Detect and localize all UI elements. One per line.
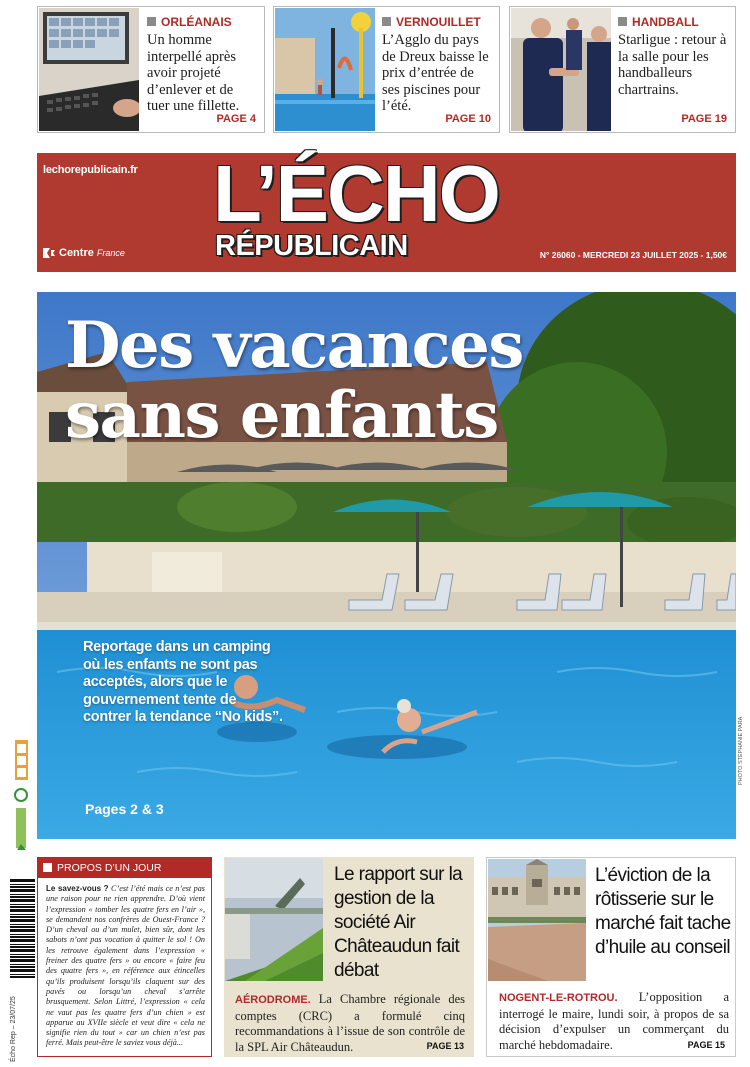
story-kicker: NOGENT-LE-ROTROU. bbox=[499, 992, 618, 1004]
story-photo-airfield bbox=[225, 858, 323, 981]
teaser-category: ORLÉANAIS bbox=[147, 15, 232, 29]
story-page: PAGE 13 bbox=[426, 1041, 464, 1051]
propos-body bbox=[38, 878, 211, 1049]
brand-suffix: France bbox=[96, 248, 125, 258]
hero-headline-line-1: Des vacances bbox=[65, 308, 523, 383]
story-title: L’éviction de la rôtisserie sur le marché fait tache d’huile au conseil bbox=[595, 865, 731, 958]
teaser-vernouillet[interactable] bbox=[273, 6, 500, 133]
teaser-page: PAGE 19 bbox=[681, 113, 727, 125]
hero-headline-line-2: sans enfants bbox=[65, 378, 498, 453]
story-photo-chateau bbox=[488, 859, 586, 981]
photo-credit: PHOTO STÉPHANIE PARA bbox=[738, 716, 744, 785]
barcode-icon bbox=[10, 878, 35, 978]
teaser-text: Un homme interpellé après avoir projeté d’enlever et de tuer une fillette. bbox=[147, 32, 240, 114]
recycling-labels-icon bbox=[14, 740, 30, 855]
propos-text: C’est l’été mais ce n’est pas une raison pour ne rien apprendre. D’où vient l’expression « tomber les quatre fers en l’air », se demandent nos confrères de Ouest-France ? D’un cheval ou d’un mulet, bien sûr, dont les sabots n’ont pas vocation à quitter le sol ! On les retrouve également dans l’expression « freiner des quatre fers » ou encore « faire feu des quatre fers », en référence aux étincelles qu’ils produisent lorsqu’ils claquent sur des pavés ou lorsqu’un cheval s’arrête brusquement. Selon Littré, l’expression « cela ne vaut pas les quatre fers d’un chien » est apparue au XVIIe siècle et veut dire « cela ne signifie rien du tout » car un chien n’est pas ferré. Mais peut-être le saviez vous déjà... bbox=[46, 884, 205, 1048]
story-title: Le rapport sur la gestion de la société Air Châteaudun fait débat bbox=[334, 864, 463, 981]
brand-name: Centre bbox=[59, 247, 94, 259]
issue-info: N° 26060 - MERCREDI 23 JUILLET 2025 - 1,50€ bbox=[539, 250, 727, 260]
story-page: PAGE 15 bbox=[687, 1040, 725, 1050]
story-air-chateaudun[interactable] bbox=[224, 857, 474, 1057]
teaser-photo-handball bbox=[511, 8, 611, 131]
teaser-category: HANDBALL bbox=[618, 15, 699, 29]
teaser-photo-pool bbox=[275, 8, 375, 131]
newspaper-subtitle: RÉPUBLICAIN bbox=[215, 230, 408, 262]
side-text: Écho Rep – 23/07/25 bbox=[10, 996, 17, 1062]
site-url[interactable]: lechorepublicain.fr bbox=[43, 164, 138, 176]
teaser-text: Starligue : retour à la salle pour les handballeurs chartrains. bbox=[618, 32, 727, 98]
story-summary-text: La Chambre régionale des comptes (CRC) a formulé cinq recommandations à l’issue de son contrôle de la SPL Air Châteaudun. bbox=[235, 992, 465, 1054]
hero-story[interactable] bbox=[37, 292, 736, 839]
teaser-handball[interactable] bbox=[509, 6, 736, 133]
propos-header: PROPOS D’UN JOUR bbox=[38, 858, 211, 878]
teaser-page: PAGE 4 bbox=[216, 113, 256, 125]
hero-pages: Pages 2 & 3 bbox=[85, 801, 164, 817]
story-kicker: AÉRODROME. bbox=[235, 994, 311, 1006]
hero-headline bbox=[65, 308, 523, 453]
teaser-category: VERNOUILLET bbox=[382, 15, 481, 29]
newspaper-title: L’ÉCHO bbox=[213, 149, 499, 238]
centre-france-logo bbox=[42, 247, 125, 259]
hero-lead: Reportage dans un camping où les enfants ne sont pas acceptés, alors que le gouvernement tente de contrer la tendance “No kids”. bbox=[83, 639, 283, 725]
teaser-text: L’Agglo du pays de Dreux baisse le prix d’entrée de ses piscines pour l’été. bbox=[382, 32, 489, 114]
propos-column[interactable] bbox=[37, 857, 212, 1057]
centre-france-icon bbox=[42, 247, 56, 259]
story-summary-text: L’opposition a interrogé le maire, lundi soir, à propos de sa décision d’expulser un commerçant du marché hebdomadaire. bbox=[499, 990, 730, 1052]
teaser-photo-keyboard bbox=[39, 8, 139, 131]
teaser-orleanais[interactable] bbox=[37, 6, 265, 133]
masthead bbox=[37, 149, 736, 272]
propos-intro: Le savez-vous ? bbox=[46, 884, 109, 893]
story-rotisserie[interactable] bbox=[486, 857, 736, 1057]
teaser-page: PAGE 10 bbox=[445, 113, 491, 125]
